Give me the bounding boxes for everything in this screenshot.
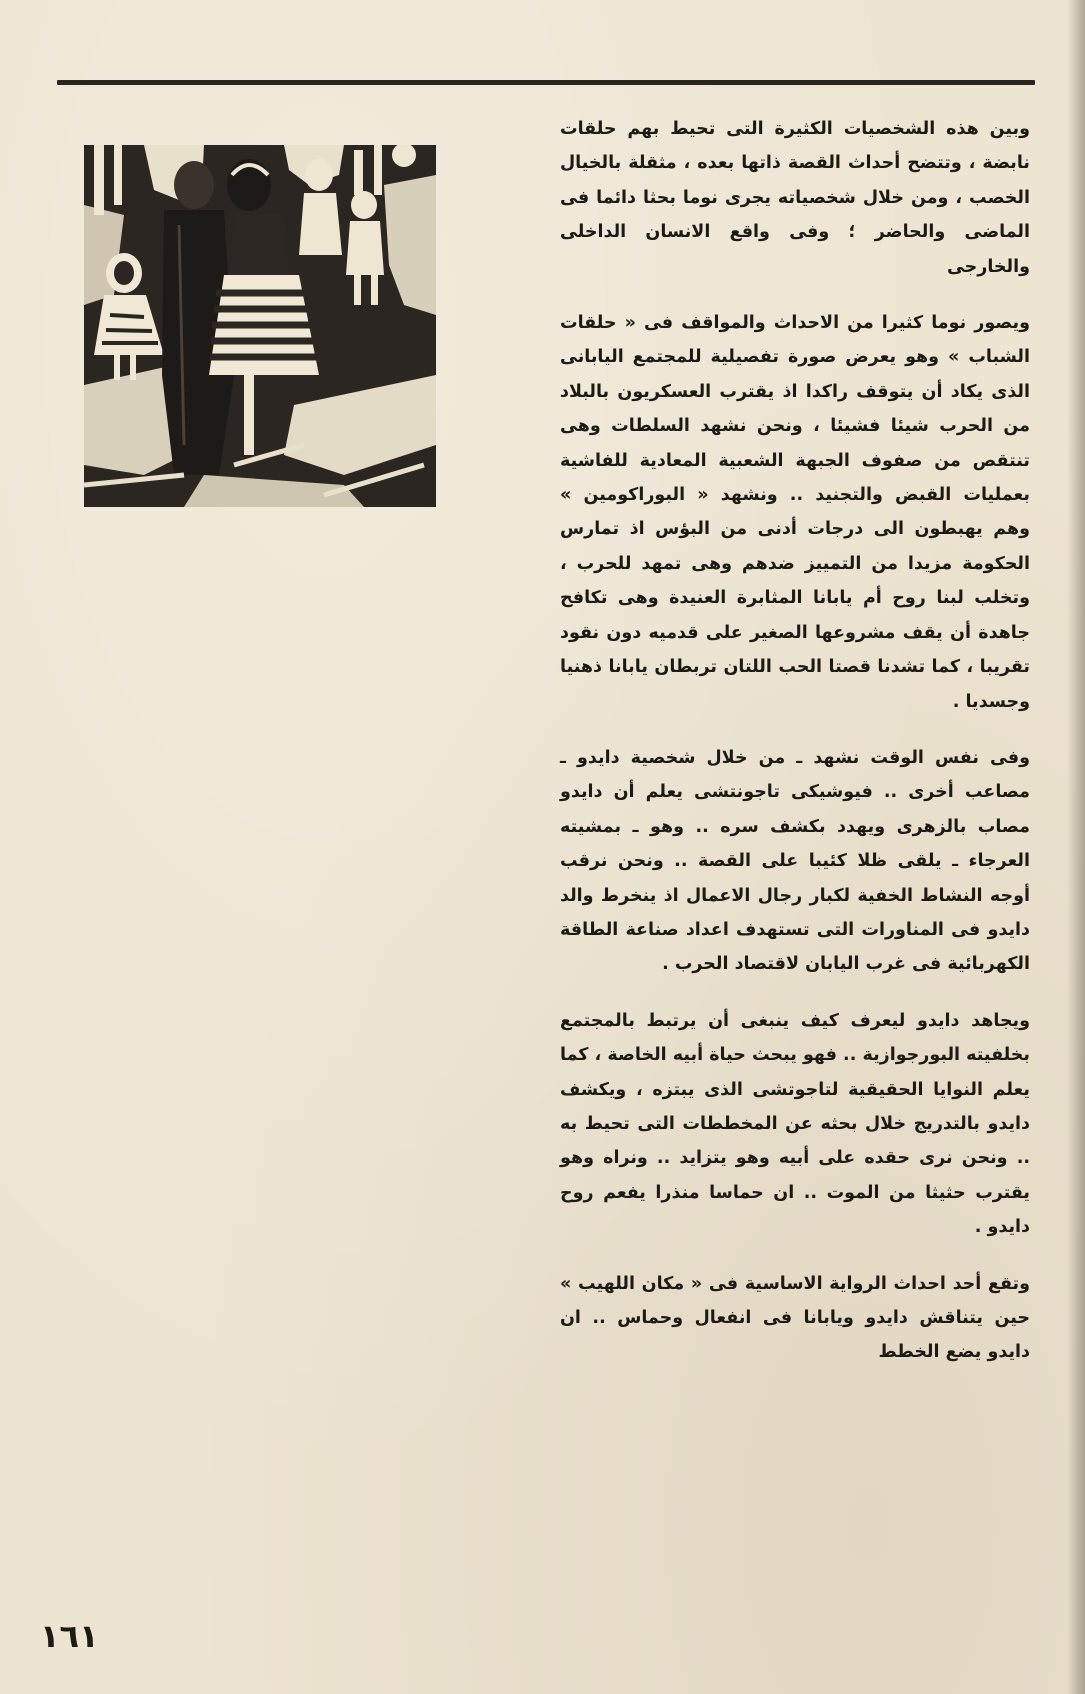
header-rule	[57, 80, 1035, 85]
woodcut-print-figures-icon	[84, 145, 436, 507]
page-edge-shadow	[1067, 0, 1085, 1694]
paragraph: ويجاهد دايدو ليعرف كيف ينبغى أن يرتبط بالمجتمع بخلفيته البورجوازية .. فهو يبحث حياة أبيه الخاصة ، كما يعلم النوايا الحقيقية لتاجوتشى الذى يبتزه ، ويكشف دايدو بالتدريج خلال بحثه عن المخططات التى تحيط به .. ونحن نرى حقده على أبيه وهو يتزايد .. ونراه وهو يقترب حثيثا من الموت .. ان حماسا منذرا يفعم روح دايدو .	[560, 1010, 1030, 1238]
paragraph: وبين هذه الشخصيات الكثيرة التى تحيط بهم حلقات نابضة ، وتتضح أحداث القصة ذاتها بعده ، مثقلة بالخيال الخصب ، ومن خلال شخصياته يجرى نوما بحثا دائما فى الماضى والحاضر ؛ وفى واقع الانسان الداخلى والخارجى	[560, 119, 1030, 277]
article-text-column	[560, 112, 1030, 1392]
woodcut-illustration	[84, 145, 436, 507]
paragraph: وتقع أحد احداث الرواية الاساسية فى « مكان اللهيب » حين يتناقش دايدو ويابانا فى انفعال وحماس .. ان دايدو يضع الخطط	[560, 1273, 1030, 1363]
paragraph: وفى نفس الوقت نشهد ـ من خلال شخصية دايدو ـ مصاعب أخرى .. فيوشيكى تاجونتشى يعلم أن دايدو مصاب بالزهرى ويهدد بكشف سره .. وهو ـ بمشيته العرجاء ـ يلقى ظلا كئيبا على القصة .. ونحن نرقب أوجه النشاط الخفية لكبار رجال الاعمال اذ ينخرط والد دايدو فى المناورات التى تستهدف اعداد صناعة الطاقة الكهربائية فى غرب اليابان لاقتصاد الحرب .	[560, 747, 1030, 975]
page-number: ١٦١	[40, 1617, 99, 1655]
paragraph: ويصور نوما كثيرا من الاحداث والمواقف فى « حلقات الشباب » وهو يعرض صورة تفصيلية للمجتمع اليابانى الذى يكاد أن يتوقف راكدا اذ يقترب العسكريون بالبلاد من الحرب شيئا فشيئا ، ونحن نشهد السلطات وهى تنتقص من صفوف الجبهة الشعبية المعادية للفاشية بعمليات القبض والتجنيد .. ونشهد « البوراكومين » وهم يهبطون الى درجات أدنى من البؤس اذ تمارس الحكومة مزيدا من التمييز ضدهم وهى تمهد للحرب ، وتخلب لبنا روح أم يابانا المثابرة العنيدة وهى تكافح جاهدة أن يقف مشروعها الصغير على قدميه دون نقود تقريبا ، كما تشدنا قصتا الحب اللتان تربطان يابانا ذهنيا وجسديا .	[560, 313, 1030, 712]
